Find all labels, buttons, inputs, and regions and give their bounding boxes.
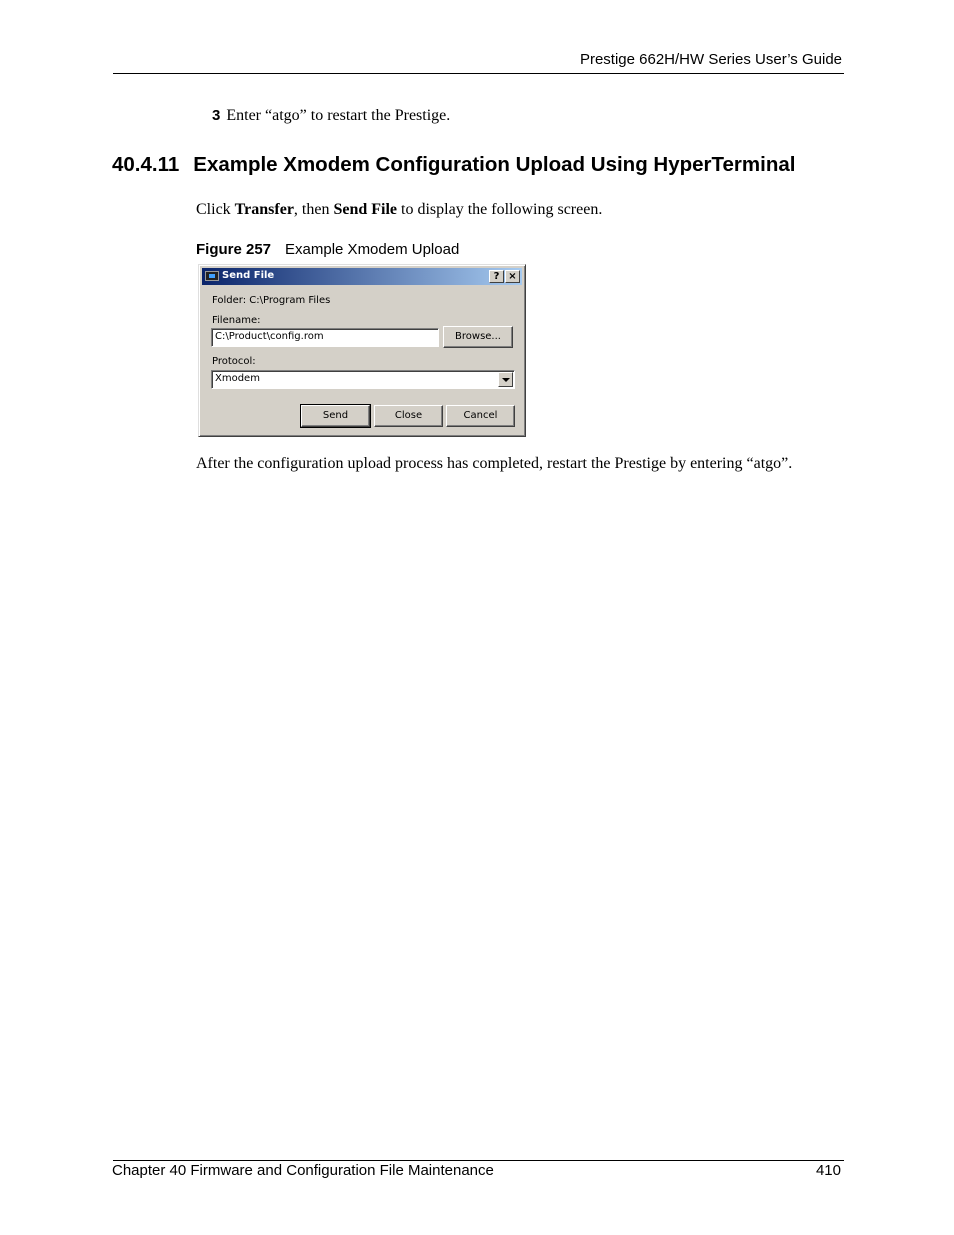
protocol-label: Protocol: (212, 356, 256, 367)
step-number: 3 (212, 107, 221, 124)
close-button[interactable]: Close (374, 405, 443, 427)
intro-middle: , then (293, 201, 334, 218)
dialog-title: Send File (222, 270, 275, 281)
send-button[interactable]: Send (301, 405, 370, 427)
intro-paragraph (196, 201, 602, 219)
figure-caption (196, 241, 459, 258)
help-button[interactable]: ? (489, 270, 504, 283)
after-paragraph: After the configuration upload process has completed, restart the Prestige by entering “atgo”. (196, 455, 793, 472)
send-file-dialog (198, 264, 526, 437)
protocol-select[interactable] (211, 370, 515, 389)
footer-rule (113, 1160, 844, 1161)
browse-button[interactable]: Browse... (443, 326, 513, 348)
figure-title: Example Xmodem Upload (285, 241, 460, 258)
folder-label: Folder: C:\Program Files (212, 295, 331, 306)
dialog-titlebar[interactable] (202, 268, 522, 285)
filename-label: Filename: (212, 315, 261, 326)
hyperterminal-icon (205, 271, 219, 281)
footer-chapter: Chapter 40 Firmware and Configuration File Maintenance (112, 1162, 494, 1179)
close-icon[interactable]: × (505, 270, 520, 283)
chevron-down-icon[interactable] (498, 372, 513, 387)
section-number: 40.4.11 (112, 153, 180, 176)
filename-input[interactable]: C:\Product\config.rom (211, 328, 439, 347)
header-rule (113, 73, 844, 74)
section-title: Example Xmodem Configuration Upload Using HyperTerminal (193, 153, 796, 176)
protocol-value: Xmodem (215, 373, 260, 384)
step-text: Enter “atgo” to restart the Prestige. (226, 107, 451, 124)
section-heading (112, 153, 795, 177)
page-number: 410 (815, 1162, 841, 1179)
step-3 (212, 107, 450, 125)
cancel-button[interactable]: Cancel (446, 405, 515, 427)
intro-prefix: Click (196, 201, 235, 218)
figure-label: Figure 257 (196, 241, 272, 258)
intro-suffix: to display the following screen. (397, 201, 603, 218)
intro-send-file: Send File (333, 201, 398, 218)
intro-transfer: Transfer (234, 201, 294, 218)
running-header: Prestige 662H/HW Series User’s Guide (579, 51, 842, 68)
